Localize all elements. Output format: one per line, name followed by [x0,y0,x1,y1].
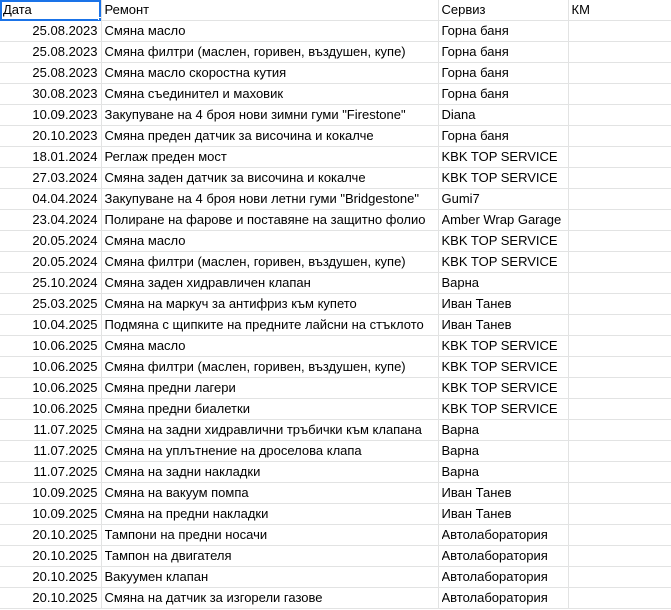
repair-cell[interactable] [101,567,438,588]
table-row [0,378,671,399]
date-cell[interactable] [0,126,101,147]
service-cell-text: Иван Танев [441,506,512,521]
header-cell-repair[interactable] [101,0,438,21]
service-cell[interactable] [438,147,568,168]
repair-cell-text: Смяна масло [104,23,186,38]
repair-cell-text: Смяна заден хидравличен клапан [104,275,311,290]
table-row [0,504,671,525]
repair-cell-text: Смяна масло [104,338,186,353]
table-row [0,315,671,336]
service-cell-text: Автолаборатория [441,527,548,542]
service-cell[interactable] [438,63,568,84]
date-cell-text: 11.07.2025 [33,464,98,479]
km-cell[interactable] [568,189,671,210]
date-cell-text: 25.03.2025 [32,296,98,311]
repair-cell-text: Смяна на маркуч за антифриз към купето [104,296,357,311]
km-cell[interactable] [568,357,671,378]
date-cell[interactable] [0,21,101,42]
date-cell-text: 18.01.2024 [32,149,98,164]
repair-cell[interactable] [101,546,438,567]
date-cell-text: 20.05.2024 [32,254,98,269]
service-cell[interactable] [438,294,568,315]
table-row [0,21,671,42]
service-cell[interactable] [438,84,568,105]
service-cell-text: Горна баня [441,44,509,59]
service-cell-text: Diana [441,107,476,122]
service-cell[interactable] [438,588,568,609]
date-cell[interactable] [0,504,101,525]
date-cell-text: 10.09.2025 [32,506,98,521]
repair-cell-text: Смяна заден датчик за височина и кокалче [104,170,366,185]
table-row [0,336,671,357]
repair-cell-text: Полиране на фарове и поставяне на защитно фолио [104,212,426,227]
service-cell-text: Автолаборатория [441,548,548,563]
date-cell[interactable] [0,42,101,63]
km-cell[interactable] [568,588,671,609]
date-cell[interactable] [0,168,101,189]
repair-cell-text: Подмяна с щипките на предните лайсни на стъклото [104,317,424,332]
date-cell-text: 20.10.2023 [32,128,98,143]
service-cell[interactable] [438,567,568,588]
km-cell[interactable] [568,462,671,483]
header-cell-date[interactable] [0,0,101,21]
service-cell[interactable] [438,483,568,504]
km-cell[interactable] [568,42,671,63]
date-cell[interactable] [0,315,101,336]
repair-cell[interactable] [101,168,438,189]
service-cell[interactable] [438,357,568,378]
table-row [0,210,671,231]
repair-cell-text: Смяна на задни накладки [104,464,261,479]
km-cell[interactable] [568,210,671,231]
repair-cell[interactable] [101,315,438,336]
repair-cell[interactable] [101,126,438,147]
date-cell[interactable] [0,525,101,546]
service-cell-text: KBK TOP SERVICE [441,380,558,395]
km-cell[interactable] [568,567,671,588]
repair-cell-text: Смяна масло [104,233,186,248]
date-cell[interactable] [0,252,101,273]
header-cell-service[interactable] [438,0,568,21]
repair-cell-text: Смяна предни лагери [104,380,236,395]
date-cell[interactable] [0,189,101,210]
km-cell[interactable] [568,126,671,147]
service-cell-text: KBK TOP SERVICE [441,338,558,353]
repair-cell-text: Смяна на предни накладки [104,506,269,521]
repair-cell[interactable] [101,525,438,546]
date-cell-text: 20.05.2024 [32,233,98,248]
km-cell[interactable] [568,21,671,42]
table-row [0,294,671,315]
repair-cell[interactable] [101,210,438,231]
km-cell[interactable] [568,252,671,273]
repair-cell-text: Тампон на двигателя [104,548,232,563]
service-cell-text: Варна [441,464,480,479]
date-cell-text: 20.10.2025 [32,527,98,542]
km-cell[interactable] [568,546,671,567]
header-date-label: Дата [3,2,32,17]
date-cell-text: 10.06.2025 [32,401,98,416]
km-cell[interactable] [568,84,671,105]
repair-cell-text: Смяна филтри (маслен, горивен, въздушен, купе) [104,359,406,374]
date-cell-text: 10.09.2023 [32,107,98,122]
service-cell-text: KBK TOP SERVICE [441,359,558,374]
km-cell[interactable] [568,336,671,357]
selection-fill-handle[interactable] [98,17,102,21]
table-row [0,273,671,294]
service-cell[interactable] [438,42,568,63]
service-cell-text: Горна баня [441,128,509,143]
repair-cell[interactable] [101,21,438,42]
repair-cell-text: Смяна филтри (маслен, горивен, въздушен, купе) [104,44,406,59]
date-cell[interactable] [0,378,101,399]
date-cell-text: 25.08.2023 [32,44,98,59]
service-cell-text: KBK TOP SERVICE [441,149,558,164]
service-cell-text: KBK TOP SERVICE [441,401,558,416]
repair-cell[interactable] [101,462,438,483]
table-row [0,567,671,588]
repair-cell[interactable] [101,231,438,252]
date-cell-text: 30.08.2023 [32,86,98,101]
service-cell[interactable] [438,168,568,189]
table-row [0,525,671,546]
repair-cell-text: Закупуване на 4 броя нови зимни гуми "Firestone" [104,107,406,122]
km-cell[interactable] [568,63,671,84]
service-cell[interactable] [438,21,568,42]
repair-cell[interactable] [101,336,438,357]
service-cell-text: Горна баня [441,86,509,101]
service-cell-text: KBK TOP SERVICE [441,170,558,185]
repair-cell[interactable] [101,63,438,84]
date-cell-text: 20.10.2025 [32,548,98,563]
repair-cell[interactable] [101,504,438,525]
km-cell[interactable] [568,273,671,294]
table-row [0,546,671,567]
date-cell[interactable] [0,588,101,609]
km-cell[interactable] [568,231,671,252]
service-cell[interactable] [438,462,568,483]
header-cell-km[interactable] [568,0,671,21]
date-cell[interactable] [0,420,101,441]
date-cell-text: 20.10.2025 [32,569,98,584]
repair-cell-text: Смяна съединител и маховик [104,86,284,101]
km-cell[interactable] [568,315,671,336]
table-row [0,231,671,252]
service-cell-text: KBK TOP SERVICE [441,233,558,248]
service-cell[interactable] [438,231,568,252]
repair-cell-text: Смяна на задни хидравлични тръбички към клапана [104,422,422,437]
table-row [0,252,671,273]
table-row [0,399,671,420]
table-row [0,63,671,84]
table-body [0,21,671,609]
repair-cell[interactable] [101,105,438,126]
date-cell-text: 27.03.2024 [32,170,98,185]
date-cell[interactable] [0,483,101,504]
service-cell-text: Amber Wrap Garage [441,212,562,227]
km-cell[interactable] [568,525,671,546]
service-cell-text: Варна [441,443,480,458]
service-cell[interactable] [438,504,568,525]
km-cell[interactable] [568,378,671,399]
date-cell[interactable] [0,231,101,252]
repair-cell[interactable] [101,252,438,273]
date-cell-text: 25.08.2023 [32,65,98,80]
service-cell-text: Иван Танев [441,317,512,332]
table-row [0,147,671,168]
table-row [0,588,671,609]
service-cell[interactable] [438,378,568,399]
repair-cell[interactable] [101,273,438,294]
table-row [0,441,671,462]
repair-cell[interactable] [101,42,438,63]
repair-cell[interactable] [101,441,438,462]
date-cell[interactable] [0,273,101,294]
date-cell[interactable] [0,63,101,84]
date-cell[interactable] [0,567,101,588]
table-row [0,189,671,210]
repair-cell[interactable] [101,189,438,210]
service-cell[interactable] [438,441,568,462]
header-km-label: КМ [571,2,590,17]
repair-cell[interactable] [101,420,438,441]
repair-cell[interactable] [101,483,438,504]
date-cell-text: 23.04.2024 [32,212,98,227]
date-cell[interactable] [0,147,101,168]
repair-cell[interactable] [101,378,438,399]
repair-cell-text: Тампони на предни носачи [104,527,268,542]
service-cell-text: KBK TOP SERVICE [441,254,558,269]
date-cell-text: 25.08.2023 [32,23,98,38]
km-cell[interactable] [568,441,671,462]
service-cell-text: Gumi7 [441,191,480,206]
km-cell[interactable] [568,294,671,315]
header-service-label: Сервиз [441,2,486,17]
repair-cell-text: Смяна на датчик за изгорели газове [104,590,323,605]
repair-cell-text: Реглаж преден мост [104,149,227,164]
repair-cell-text: Смяна на уплътнение на дроселова клапа [104,443,362,458]
service-cell[interactable] [438,546,568,567]
service-cell[interactable] [438,525,568,546]
date-cell-text: 10.09.2025 [32,485,98,500]
service-cell-text: Автолаборатория [441,569,548,584]
service-cell[interactable] [438,273,568,294]
service-cell[interactable] [438,315,568,336]
date-cell[interactable] [0,357,101,378]
table-row [0,357,671,378]
date-cell-text: 04.04.2024 [32,191,98,206]
header-repair-label: Ремонт [104,2,150,17]
date-cell-text: 10.06.2025 [32,359,98,374]
km-cell[interactable] [568,168,671,189]
repair-cell[interactable] [101,588,438,609]
date-cell[interactable] [0,105,101,126]
km-cell[interactable] [568,483,671,504]
service-cell[interactable] [438,126,568,147]
date-cell[interactable] [0,399,101,420]
table-row [0,483,671,504]
date-cell[interactable] [0,441,101,462]
repair-cell[interactable] [101,294,438,315]
table-row [0,420,671,441]
date-cell-text: 10.04.2025 [32,317,98,332]
header-row [0,0,671,21]
service-cell-text: Иван Танев [441,485,512,500]
repair-cell-text: Смяна филтри (маслен, горивен, въздушен, купе) [104,254,406,269]
table-row [0,126,671,147]
date-cell[interactable] [0,546,101,567]
date-cell-text: 20.10.2025 [32,590,98,605]
date-cell[interactable] [0,84,101,105]
table-row [0,84,671,105]
repair-cell[interactable] [101,399,438,420]
date-cell[interactable] [0,210,101,231]
date-cell[interactable] [0,294,101,315]
service-cell[interactable] [438,399,568,420]
date-cell-text: 25.10.2024 [32,275,98,290]
date-cell[interactable] [0,462,101,483]
repair-cell[interactable] [101,357,438,378]
service-cell[interactable] [438,210,568,231]
service-cell[interactable] [438,105,568,126]
date-cell[interactable] [0,336,101,357]
service-cell-text: Горна баня [441,65,509,80]
km-cell[interactable] [568,147,671,168]
km-cell[interactable] [568,504,671,525]
repair-cell-text: Смяна масло скоростна кутия [104,65,287,80]
km-cell[interactable] [568,105,671,126]
date-cell-text: 10.06.2025 [32,338,98,353]
table-row [0,105,671,126]
repair-cell[interactable] [101,147,438,168]
date-cell-text: 11.07.2025 [33,443,98,458]
service-cell[interactable] [438,420,568,441]
service-cell-text: Горна баня [441,23,509,38]
km-cell[interactable] [568,420,671,441]
service-cell-text: Варна [441,275,480,290]
repair-cell-text: Вакуумен клапан [104,569,209,584]
repair-cell-text: Смяна преден датчик за височина и кокалче [104,128,374,143]
repair-cell-text: Закупуване на 4 броя нови летни гуми "Bridgestone" [104,191,419,206]
date-cell-text: 11.07.2025 [33,422,98,437]
repair-cell[interactable] [101,84,438,105]
service-cell[interactable] [438,252,568,273]
repair-cell-text: Смяна предни биалетки [104,401,250,416]
table-row [0,462,671,483]
service-cell-text: Автолаборатория [441,590,548,605]
service-cell[interactable] [438,336,568,357]
service-cell-text: Варна [441,422,480,437]
km-cell[interactable] [568,399,671,420]
date-cell-text: 10.06.2025 [32,380,98,395]
service-cell[interactable] [438,189,568,210]
service-cell-text: Иван Танев [441,296,512,311]
table-row [0,42,671,63]
table-row [0,168,671,189]
repair-cell-text: Смяна на вакуум помпа [104,485,249,500]
